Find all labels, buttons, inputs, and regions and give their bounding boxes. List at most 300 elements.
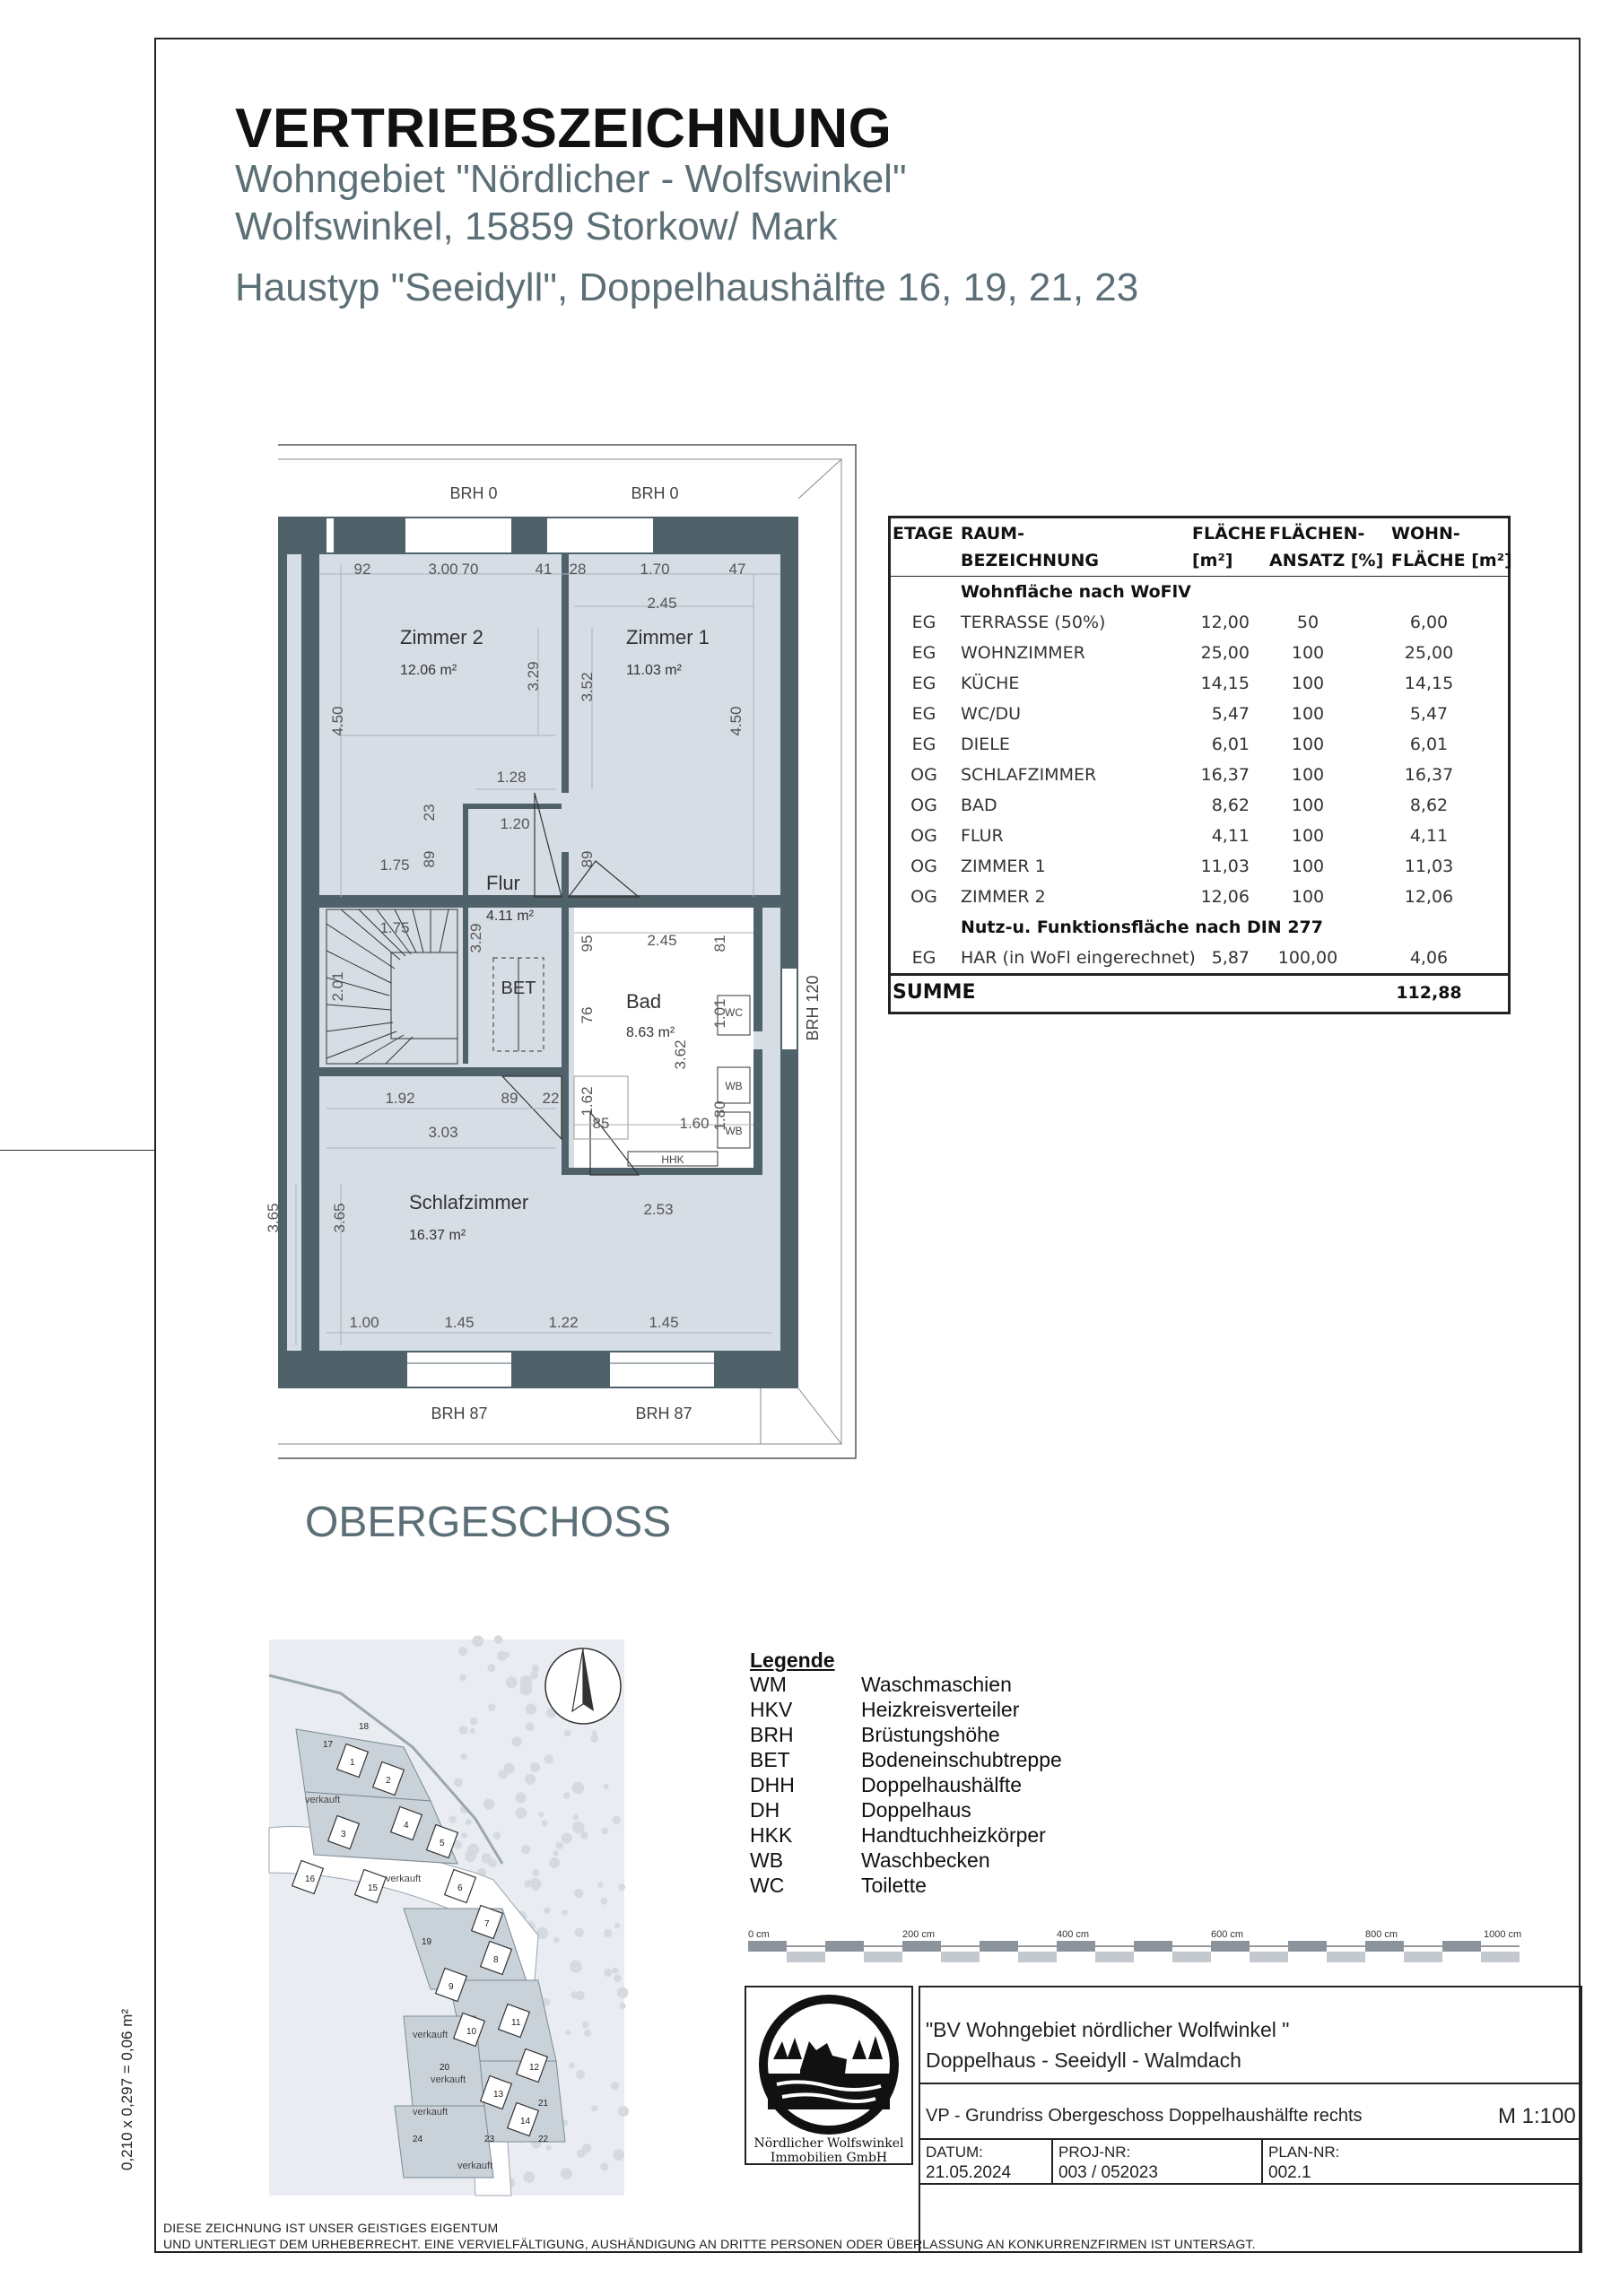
drawing-scale: M 1:100 xyxy=(1498,2104,1576,2128)
dim-label: 1.01 xyxy=(711,998,728,1029)
legend-key: WC xyxy=(750,1874,785,1897)
scale-segment xyxy=(748,1941,787,1952)
tree-dot xyxy=(613,2149,624,2161)
dim-label: 1.80 xyxy=(711,1100,728,1131)
tree-dot xyxy=(530,1762,540,1772)
tree-dot xyxy=(544,1754,553,1764)
crop-line xyxy=(0,1150,154,1151)
scale-segment xyxy=(787,1952,825,1962)
tree-dot xyxy=(618,2106,629,2117)
plot-number: 16 xyxy=(305,1874,316,1884)
table-cell-etage: EG xyxy=(911,735,936,754)
legend-key: HKK xyxy=(750,1823,793,1847)
tree-dot xyxy=(458,1647,467,1656)
table-cell-wohn: 11,03 xyxy=(1404,857,1454,876)
date-value: 21.05.2024 xyxy=(926,2163,1012,2182)
plan-number-label: PLAN-NR: xyxy=(1268,2144,1340,2161)
tree-dot xyxy=(515,1792,526,1803)
scale-label: 400 cm xyxy=(1057,1929,1090,1940)
scale-segment xyxy=(1404,1952,1442,1962)
tree-dot xyxy=(574,1889,583,1898)
scale-segment xyxy=(941,1952,980,1962)
dim-label: 22 xyxy=(542,1090,560,1107)
legend-value: Bodeneinschubtreppe xyxy=(861,1748,1062,1771)
tree-dot xyxy=(460,1674,466,1681)
sum-label: SUMME xyxy=(893,981,976,1004)
legend-item xyxy=(750,1698,1020,1723)
legend-value: Waschbecken xyxy=(861,1848,990,1872)
dim-label: 3.29 xyxy=(467,923,484,953)
table-cell-ansatz: 100 xyxy=(1291,735,1325,754)
table-cell-flaeche: 4,11 xyxy=(1211,826,1250,846)
tree-dot xyxy=(600,2162,608,2170)
plot-number: 22 xyxy=(538,2135,549,2144)
table-cell-wohn: 25,00 xyxy=(1404,643,1454,663)
plot-number: 4 xyxy=(404,1821,409,1831)
table-row xyxy=(891,729,1508,760)
tree-dot xyxy=(531,1882,540,1891)
tree-dot xyxy=(563,1792,570,1798)
table-cell-ansatz: 100 xyxy=(1291,765,1325,785)
table-cell-name: FLUR xyxy=(961,826,1004,846)
brh-top-right: BRH 0 xyxy=(631,484,679,502)
tree-dot xyxy=(553,1937,559,1943)
table-cell-wohn: 5,47 xyxy=(1409,704,1449,724)
plot-number: 15 xyxy=(368,1883,379,1893)
legend-value: Brüstungshöhe xyxy=(861,1723,1000,1746)
tree-dot xyxy=(570,1961,582,1973)
tree-dot xyxy=(562,1833,572,1844)
tree-dot xyxy=(467,1844,479,1856)
legend-item xyxy=(750,1874,927,1899)
legend-key: HKV xyxy=(750,1698,793,1721)
table-cell-flaeche: 5,47 xyxy=(1211,704,1250,724)
table-cell-ansatz: 100 xyxy=(1291,674,1325,693)
tree-dot xyxy=(573,1814,579,1820)
legend-value: Waschmaschien xyxy=(861,1673,1012,1696)
tree-dot xyxy=(614,1974,622,1982)
tree-dot xyxy=(575,1928,584,1937)
scale-segment xyxy=(1250,1952,1288,1962)
sum-row xyxy=(891,973,1508,1012)
tree-dot xyxy=(618,1883,625,1891)
dim-label: 1.92 xyxy=(385,1090,415,1107)
plot-number: 17 xyxy=(323,1740,334,1750)
tree-dot xyxy=(494,1635,503,1644)
dim-label: 89 xyxy=(421,850,438,868)
table-cell-name: WC/DU xyxy=(961,704,1021,724)
dim-label: 1.45 xyxy=(649,1314,679,1331)
tree-dot xyxy=(617,1987,629,1999)
tree-dot xyxy=(460,1753,466,1760)
dim-label: 28 xyxy=(569,561,587,578)
plot-number: 8 xyxy=(493,1955,499,1965)
dim-label: 1.75 xyxy=(379,919,410,936)
table-row: EG HAR (in WoFl eingerechnet) 5,87 100,00 4,06 xyxy=(911,948,1449,968)
tree-dot xyxy=(549,1857,560,1868)
tree-dot xyxy=(485,1854,491,1859)
legend-item xyxy=(750,1823,1046,1848)
table-cell-wohn: 6,01 xyxy=(1409,735,1449,754)
tree-dot xyxy=(526,1703,536,1714)
scale-segment xyxy=(864,1952,902,1962)
legend-value: Doppelhaus xyxy=(861,1798,971,1822)
sold-label: verkauft xyxy=(431,2074,466,2085)
room-area-zimmer-1: 11.03 m² xyxy=(626,663,682,678)
scale-segment xyxy=(902,1941,941,1952)
table-cell-flaeche: 12,00 xyxy=(1200,613,1250,632)
bet-label: BET xyxy=(501,978,536,998)
dim-label: 3.62 xyxy=(672,1039,689,1070)
dim-label: 3.29 xyxy=(525,661,542,691)
plot-number: 23 xyxy=(484,2135,495,2144)
tree-dot xyxy=(577,2149,586,2158)
title-block xyxy=(745,1986,1582,2253)
plot-number: 2 xyxy=(386,1776,391,1786)
wb-fixture-2: WB xyxy=(725,1125,743,1137)
plot-number: 11 xyxy=(511,2018,521,2028)
table-cell-ansatz: 50 xyxy=(1296,613,1320,632)
scale-segment xyxy=(1134,1941,1172,1952)
tree-dot xyxy=(466,1819,472,1825)
plot-number: 3 xyxy=(341,1830,346,1839)
header-raum-1: RAUM- xyxy=(961,524,1024,544)
plot-number: 1 xyxy=(350,1758,355,1768)
tree-dot xyxy=(449,1815,457,1823)
plot-number: 12 xyxy=(529,2063,540,2073)
tree-dot xyxy=(566,2030,571,2035)
table-cell-flaeche: 14,15 xyxy=(1200,674,1250,693)
legend-value: Toilette xyxy=(861,1874,927,1897)
tree-dot xyxy=(516,1807,527,1819)
scale-segment xyxy=(1211,1941,1250,1952)
wc-fixture: WC xyxy=(725,1006,743,1019)
legend-key: WB xyxy=(750,1848,784,1872)
table-cell-etage: OG xyxy=(910,887,937,907)
dim-label: 1.60 xyxy=(679,1115,710,1132)
tree-dot xyxy=(553,1850,559,1857)
scale-label: 0 cm xyxy=(748,1929,770,1940)
table-cell-wohn: 14,15 xyxy=(1404,674,1454,693)
dim-label: 1.75 xyxy=(379,857,410,874)
tree-dot xyxy=(472,1635,483,1647)
plot-number: 10 xyxy=(466,2027,477,2037)
table-row xyxy=(891,760,1508,790)
plot-number: 21 xyxy=(538,2099,549,2109)
plot-number: 19 xyxy=(422,1937,432,1947)
drawing-description: VP - Grundriss Obergeschoss Doppelhaushälfte rechts xyxy=(926,2106,1363,2126)
dim-label: 2.01 xyxy=(329,971,346,1002)
tree-dot xyxy=(572,1782,585,1795)
table-cell-ansatz: 100 xyxy=(1291,704,1325,724)
scale-segment xyxy=(1057,1941,1095,1952)
dim-label: 95 xyxy=(579,935,596,952)
tree-dot xyxy=(512,1736,522,1746)
legend-key: BET xyxy=(750,1748,790,1771)
dim-label: 1.70 xyxy=(640,561,670,578)
tree-dot xyxy=(620,2003,626,2009)
tree-dot xyxy=(470,1718,478,1726)
table-row xyxy=(891,607,1508,638)
table-cell-wohn: 8,62 xyxy=(1409,796,1449,815)
tree-dot xyxy=(470,1728,475,1734)
dim-label: 2.45 xyxy=(647,595,677,612)
tree-dot xyxy=(562,1909,568,1916)
table-cell-flaeche: 25,00 xyxy=(1200,643,1250,663)
tree-dot xyxy=(612,1816,621,1825)
floor-plan xyxy=(265,445,856,1458)
house-description: Doppelhaus - Seeidyll - Walmdach xyxy=(926,2048,1241,2072)
project-title: "BV Wohngebiet nördlicher Wolfwinkel " xyxy=(926,2018,1290,2041)
tree-dot xyxy=(488,1858,497,1867)
dim-label: 1.22 xyxy=(548,1314,579,1331)
legend-key: BRH xyxy=(750,1723,794,1746)
header-wohn-1: WOHN- xyxy=(1391,524,1460,544)
dim-label: 4.50 xyxy=(727,706,745,736)
room-name-schlafzimmer: Schlafzimmer xyxy=(409,1191,529,1213)
table-row xyxy=(891,821,1508,851)
scale-segment xyxy=(1288,1941,1327,1952)
tree-dot xyxy=(569,2063,575,2069)
area-table xyxy=(888,516,1511,1014)
table-cell-etage: OG xyxy=(910,796,937,815)
tree-dot xyxy=(461,1832,467,1839)
legend-item xyxy=(750,1748,1062,1773)
project-name: Wohngebiet "Nördlicher - Wolfswinkel" xyxy=(235,157,907,201)
scale-segment xyxy=(1442,1941,1481,1952)
room-name-bad: Bad xyxy=(626,990,662,1013)
dim-label: 76 xyxy=(579,1006,596,1024)
table-cell-wohn: 12,06 xyxy=(1404,887,1454,907)
dim-label: 47 xyxy=(728,561,746,578)
tree-dot xyxy=(483,1798,494,1809)
dim-label: 1.28 xyxy=(496,769,527,786)
dim-label: 1.20 xyxy=(500,815,530,832)
dim-label: 23 xyxy=(421,804,438,822)
dim-label: 89 xyxy=(501,1090,518,1107)
scale-segment xyxy=(1365,1941,1404,1952)
room-name-zimmer-1: Zimmer 1 xyxy=(626,626,710,648)
plot-number: 24 xyxy=(413,2135,423,2144)
plot-number: 7 xyxy=(484,1919,490,1929)
tree-dot xyxy=(576,2070,585,2079)
tree-dot xyxy=(532,1869,539,1876)
sum-value: 112,88 xyxy=(1396,983,1462,1003)
floor-label: OBERGESCHOSS xyxy=(305,1499,672,1546)
plot-number: 6 xyxy=(457,1883,463,1893)
table-row xyxy=(891,882,1508,912)
table-cell-flaeche: 8,62 xyxy=(1211,796,1250,815)
north-arrow-icon xyxy=(545,1648,621,1724)
tree-dot xyxy=(532,1665,539,1672)
dim-label: 2.45 xyxy=(647,932,677,949)
table-cell-etage: EG xyxy=(911,643,936,663)
sold-label: verkauft xyxy=(386,1874,422,1884)
scale-segment xyxy=(825,1941,864,1952)
table-cell-flaeche: 16,37 xyxy=(1200,765,1250,785)
header-ansatz-2: ANSATZ [%] xyxy=(1269,551,1384,570)
company-logo xyxy=(746,1987,911,2163)
legend-title: Legende xyxy=(750,1648,835,1672)
header-etage: ETAGE xyxy=(893,524,954,544)
tree-dot xyxy=(564,1730,571,1737)
table-cell-flaeche: 12,06 xyxy=(1200,887,1250,907)
tree-dot xyxy=(526,1722,535,1731)
table-cell-ansatz: 100 xyxy=(1291,796,1325,815)
dim-label: 2.53 xyxy=(643,1201,674,1218)
tree-dot xyxy=(612,1968,618,1974)
room-area-flur: 4.11 m² xyxy=(486,909,535,924)
dim-label: 81 xyxy=(711,935,728,952)
header-wohn-2: FLÄCHE [m²] xyxy=(1391,551,1512,570)
hhk-fixture: HHK xyxy=(661,1153,684,1166)
tree-dot xyxy=(542,1820,548,1826)
table-cell-name: ZIMMER 2 xyxy=(961,887,1046,907)
legend-item xyxy=(750,1673,1012,1698)
tree-dot xyxy=(525,1774,536,1785)
legend-value: Handtuchheizkörper xyxy=(861,1823,1046,1847)
table-cell-name: ZIMMER 1 xyxy=(961,857,1046,876)
legend-key: DHH xyxy=(750,1773,795,1796)
dim-label: 3.52 xyxy=(579,672,596,702)
table-cell-name: DIELE xyxy=(961,735,1010,754)
table-row xyxy=(891,638,1508,668)
tree-dot xyxy=(521,1845,530,1854)
header-flaeche-2: [m²] xyxy=(1192,551,1233,570)
sheet-size-note: 0,210 x 0,297 = 0,06 m² xyxy=(118,2008,135,2170)
brh-top-left: BRH 0 xyxy=(449,484,498,502)
table-cell-name: SCHLAFZIMMER xyxy=(961,765,1097,785)
site-map xyxy=(269,1639,624,2196)
table-cell-name: WOHNZIMMER xyxy=(961,643,1085,663)
sold-label: verkauft xyxy=(413,2030,449,2040)
tree-dot xyxy=(524,1880,531,1887)
sold-label: verkauft xyxy=(305,1795,341,1805)
dim-label: 3.65 xyxy=(331,1203,348,1233)
date-label: DATUM: xyxy=(926,2144,983,2161)
table-row xyxy=(891,790,1508,821)
table-cell-flaeche: 11,03 xyxy=(1200,857,1250,876)
tree-dot xyxy=(584,2030,591,2037)
project-address: Wolfswinkel, 15859 Storkow/ Mark xyxy=(235,204,838,248)
tree-dot xyxy=(597,1882,604,1888)
tree-dot xyxy=(546,2144,552,2150)
table-cell-wohn: 4,11 xyxy=(1409,826,1449,846)
house-type: Haustyp "Seeidyll", Doppelhaushälfte 16, 19, 21, 23 xyxy=(235,265,1139,309)
tree-dot xyxy=(604,1969,612,1977)
scale-label: 800 cm xyxy=(1365,1929,1398,1940)
table-cell-etage: OG xyxy=(910,857,937,876)
legend-item xyxy=(750,1848,990,1874)
table-cell-etage: EG xyxy=(911,704,936,724)
dim-label: 1.00 xyxy=(349,1314,379,1331)
scale-segment xyxy=(1481,1952,1520,1962)
section-heading: Nutz-u. Funktionsfläche nach DIN 277 xyxy=(961,918,1323,937)
tree-dot xyxy=(600,1898,607,1905)
sold-label: verkauft xyxy=(413,2107,449,2118)
legend-item xyxy=(750,1773,1023,1798)
plot-number: 9 xyxy=(449,1982,454,1992)
area-table-header xyxy=(891,518,1512,577)
table-cell-wohn: 6,00 xyxy=(1409,613,1449,632)
header-raum-2: BEZEICHNUNG xyxy=(961,551,1099,570)
table-cell-etage: EG xyxy=(911,613,936,632)
header-ansatz-1: FLÄCHEN- xyxy=(1269,524,1365,544)
tree-dot xyxy=(614,1923,620,1928)
dim-label: 3.00 xyxy=(428,561,458,578)
scale-segment xyxy=(980,1941,1018,1952)
tree-dot xyxy=(538,1812,544,1817)
dim-label: 70 xyxy=(461,561,479,578)
tree-dot xyxy=(611,2082,619,2090)
tree-dot xyxy=(544,1907,550,1913)
dim-label: 3.65 xyxy=(265,1203,282,1233)
copyright-line-2: UND UNTERLIEGT DEM URHEBERRECHT. EINE VERVIELFÄLTIGUNG, AUSHÄNDIGUNG AN DRITTE PERSONEN ODER ÜBERLASSUNG AN KONKURRENZFIRMEN IST UNTERSAGT. xyxy=(163,2237,1256,2251)
brh-bottom-right: BRH 87 xyxy=(635,1405,692,1422)
dim-label: 3.03 xyxy=(428,1124,458,1141)
scale-label: 600 cm xyxy=(1211,1929,1244,1940)
table-cell-ansatz: 100 xyxy=(1291,857,1325,876)
legend-item xyxy=(750,1723,1000,1748)
tree-dot xyxy=(570,1991,578,1998)
tree-dot xyxy=(555,1842,562,1849)
dim-label: 89 xyxy=(579,850,596,868)
dim-label: 41 xyxy=(535,561,553,578)
scale-segment xyxy=(1327,1952,1365,1962)
room-area-bad: 8.63 m² xyxy=(626,1025,675,1040)
tree-dot xyxy=(582,2022,589,2029)
scale-segment xyxy=(1172,1952,1211,1962)
plan-number-value: 002.1 xyxy=(1268,2163,1311,2182)
tree-dot xyxy=(590,1735,598,1743)
scale-label: 1000 cm xyxy=(1484,1929,1522,1940)
brh-right: BRH 120 xyxy=(804,975,822,1041)
table-cell-ansatz: 100 xyxy=(1291,887,1325,907)
project-number-label: PROJ-NR: xyxy=(1058,2144,1131,2161)
table-row xyxy=(891,699,1508,729)
tree-dot xyxy=(487,1664,495,1672)
tree-dot xyxy=(601,1828,608,1835)
table-row xyxy=(891,851,1508,882)
dim-label: 92 xyxy=(353,561,371,578)
scale-segment xyxy=(1018,1952,1057,1962)
svg-text:Immobilien GmbH: Immobilien GmbH xyxy=(770,2151,888,2165)
drawing-title: VERTRIEBSZEICHNUNG xyxy=(235,98,893,160)
tree-dot xyxy=(454,1778,463,1787)
table-cell-name: TERRASSE (50%) xyxy=(961,613,1106,632)
table-cell-name: BAD xyxy=(961,796,997,815)
scale-segment xyxy=(1095,1952,1134,1962)
tree-dot xyxy=(488,1703,496,1711)
tree-dot xyxy=(530,1671,538,1679)
room-name-zimmer-2: Zimmer 2 xyxy=(400,626,483,648)
tree-dot xyxy=(493,1831,501,1839)
dim-label: 4.50 xyxy=(329,706,346,736)
plot-number: 5 xyxy=(440,1839,445,1848)
table-cell-ansatz: 100 xyxy=(1291,826,1325,846)
tree-dot xyxy=(604,1929,612,1937)
copyright-line-1: DIESE ZEICHNUNG IST UNSER GEISTIGES EIGENTUM xyxy=(163,2221,499,2235)
scale-label: 200 cm xyxy=(902,1929,936,1940)
scale-bar xyxy=(748,1926,1521,1968)
table-cell-etage: EG xyxy=(911,674,936,693)
tree-dot xyxy=(504,1652,510,1657)
plot-number: 13 xyxy=(493,2090,504,2100)
dim-label: 85 xyxy=(592,1115,610,1132)
logo-box xyxy=(745,1986,913,2165)
header-flaeche-1: FLÄCHE xyxy=(1192,524,1267,544)
table-cell-wohn: 16,37 xyxy=(1404,765,1454,785)
